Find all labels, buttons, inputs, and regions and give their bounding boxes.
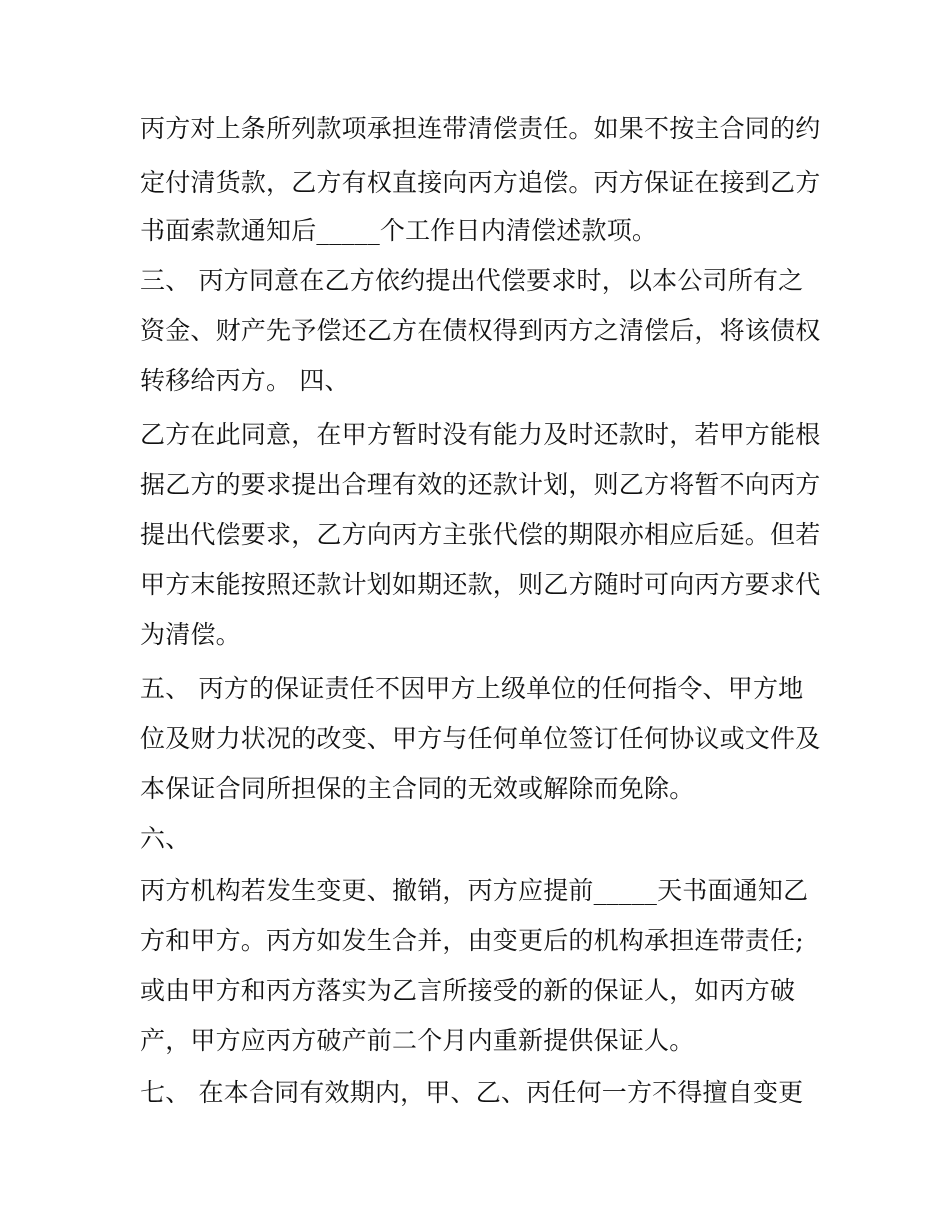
text-line: 据乙方的要求提出合理有效的还款计划，则乙方将暂不向丙方 [140,470,820,499]
text-line: 三、 丙方同意在乙方依约提出代偿要求时，以本公司所有之 [140,266,804,295]
text-line: 方和甲方。丙方如发生合并，由变更后的机构承担连带责任; [140,926,804,955]
text-line: 转移给丙方。 四、 [140,366,350,395]
text-line: 位及财力状况的改变、甲方与任何单位签订任何协议或文件及 [140,724,820,753]
text-line: 乙方在此同意，在甲方暂时没有能力及时还款时，若甲方能根 [140,420,820,449]
text-line: 产，甲方应丙方破产前二个月内重新提供保证人。 [140,1026,695,1055]
text-line: 或由甲方和丙方落实为乙言所接受的新的保证人，如丙方破 [140,976,796,1005]
text-line: 丙方对上条所列款项承担连带清偿责任。如果不按主合同的约 [140,114,820,143]
text-line: 五、 丙方的保证责任不因甲方上级单位的任何指令、甲方地 [140,674,804,703]
text-line: 甲方末能按照还款计划如期还款，则乙方随时可向丙方要求代 [140,570,820,599]
text-line: 定付清货款，乙方有权直接向丙方追偿。丙方保证在接到乙方 [140,168,820,197]
text-line: 为清偿。 [140,620,241,649]
text-line: 六、 [140,824,191,853]
text-line: 本保证合同所担保的主合同的无效或解除而免除。 [140,774,695,803]
text-line: 资金、财产先予偿还乙方在债权得到丙方之清偿后，将该债权 [140,316,820,345]
text-line: 七、 在本合同有效期内，甲、乙、丙任何一方不得擅自变更 [140,1078,804,1107]
text-line: 提出代偿要求，乙方向丙方主张代偿的期限亦相应后延。但若 [140,520,820,549]
text-line: 书面索款通知后_____个工作日内清偿述款项。 [140,216,658,245]
text-line: 丙方机构若发生变更、撤销，丙方应提前_____天书面通知乙 [140,876,809,905]
